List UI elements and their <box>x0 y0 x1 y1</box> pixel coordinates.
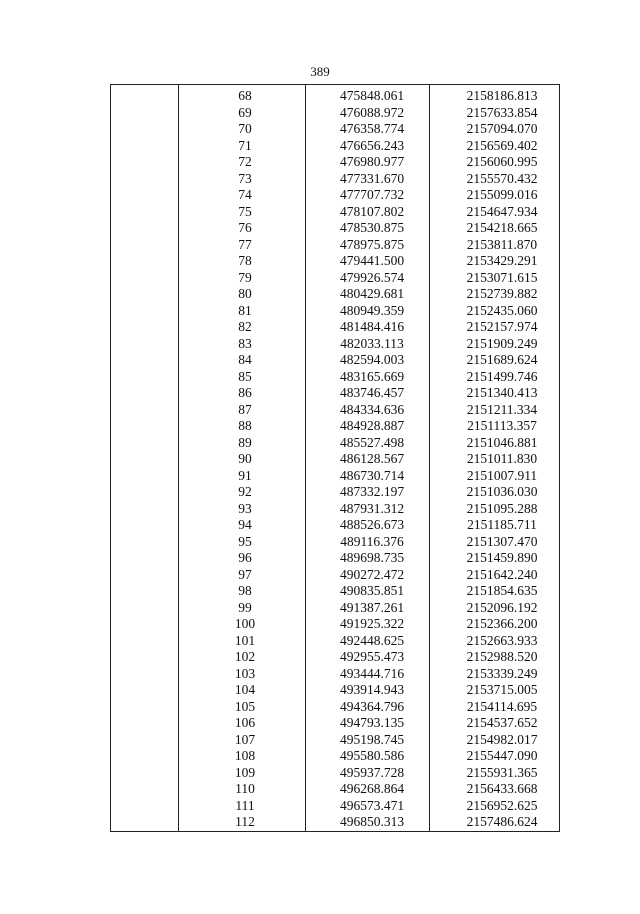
table-row <box>110 666 560 683</box>
x-coordinate: 494793.135 <box>339 715 405 730</box>
y-coordinate: 2156569.402 <box>466 137 538 153</box>
y-coordinate: 2152663.933 <box>466 632 538 648</box>
y-coordinate: 2151689.624 <box>466 352 538 367</box>
point-number: 73 <box>238 170 252 186</box>
point-number: 81 <box>238 302 252 318</box>
x-coordinate: 476980.977 <box>339 154 405 169</box>
x-coordinate: 477331.670 <box>339 170 405 186</box>
x-coordinate: 493444.716 <box>339 665 405 681</box>
point-number: 69 <box>238 104 252 120</box>
point-number: 78 <box>238 253 252 268</box>
table-row <box>110 583 560 600</box>
x-coordinate: 488526.673 <box>339 517 405 532</box>
point-number: 100 <box>234 616 256 631</box>
point-number: 103 <box>234 665 256 681</box>
y-coordinate: 2154537.652 <box>466 715 538 730</box>
x-coordinate: 484334.636 <box>339 401 405 417</box>
point-number: 68 <box>238 88 252 103</box>
y-coordinate: 2155931.365 <box>466 764 538 780</box>
x-coordinate: 478107.802 <box>339 203 405 219</box>
x-coordinate: 476656.243 <box>339 137 405 153</box>
point-number: 77 <box>238 236 252 252</box>
point-number: 91 <box>238 467 252 483</box>
table-row <box>110 286 560 303</box>
x-coordinate: 496573.471 <box>339 797 405 813</box>
x-coordinate: 485527.498 <box>339 434 405 450</box>
table-row <box>110 138 560 155</box>
point-number: 95 <box>238 533 252 549</box>
y-coordinate: 2156060.995 <box>466 154 538 169</box>
x-coordinate: 478975.875 <box>339 236 405 252</box>
x-coordinate: 482033.113 <box>340 335 404 351</box>
table-row <box>110 616 560 633</box>
point-number: 112 <box>235 814 255 829</box>
point-number: 96 <box>238 550 252 565</box>
y-coordinate: 2151211.334 <box>466 401 538 417</box>
point-number: 94 <box>238 517 252 532</box>
y-coordinate: 2151185.711 <box>467 517 537 532</box>
y-coordinate: 2154218.665 <box>466 220 538 235</box>
x-coordinate: 491925.322 <box>339 616 405 631</box>
point-number: 105 <box>234 698 256 714</box>
y-coordinate: 2152988.520 <box>466 649 538 664</box>
y-coordinate: 2151909.249 <box>466 335 538 351</box>
x-coordinate: 489698.735 <box>339 550 405 565</box>
x-coordinate: 496268.864 <box>339 781 405 796</box>
point-number: 109 <box>234 764 256 780</box>
point-number: 85 <box>238 368 252 384</box>
y-coordinate: 2153071.615 <box>466 269 538 285</box>
y-coordinate: 2152435.060 <box>466 302 538 318</box>
point-number: 104 <box>234 682 256 697</box>
point-number: 102 <box>234 649 256 664</box>
x-coordinate: 479441.500 <box>339 253 405 268</box>
y-coordinate: 2153715.005 <box>466 682 538 697</box>
y-coordinate: 2153811.870 <box>466 236 538 252</box>
y-coordinate: 2151011.830 <box>466 451 538 466</box>
y-coordinate: 2154982.017 <box>466 731 538 747</box>
y-coordinate: 2151854.635 <box>466 583 538 598</box>
page-number: 389 <box>310 64 330 79</box>
y-coordinate: 2154114.695 <box>466 698 538 714</box>
x-coordinate: 486128.567 <box>339 451 405 466</box>
point-number: 89 <box>238 434 252 450</box>
table-row <box>110 732 560 749</box>
table-border-top <box>110 84 560 85</box>
y-coordinate: 2154647.934 <box>466 203 538 219</box>
y-coordinate: 2152157.974 <box>466 319 538 334</box>
table-row <box>110 121 560 138</box>
y-coordinate: 2153429.291 <box>466 253 538 268</box>
table-row <box>110 517 560 534</box>
table-row <box>110 798 560 815</box>
table-row <box>110 682 560 699</box>
table-row <box>110 468 560 485</box>
point-number: 86 <box>238 385 252 400</box>
x-coordinate: 476358.774 <box>339 121 405 136</box>
x-coordinate: 482594.003 <box>339 352 405 367</box>
y-coordinate: 2151499.746 <box>466 368 538 384</box>
y-coordinate: 2151307.470 <box>466 533 538 549</box>
table-row <box>110 649 560 666</box>
point-number: 83 <box>238 335 252 351</box>
table-row <box>110 534 560 551</box>
table-row <box>110 204 560 221</box>
y-coordinate: 2151459.890 <box>466 550 538 565</box>
table-row <box>110 385 560 402</box>
point-number: 111 <box>235 797 255 813</box>
point-number: 87 <box>238 401 252 417</box>
y-coordinate: 2156433.668 <box>466 781 538 796</box>
table-row <box>110 501 560 518</box>
table-row <box>110 220 560 237</box>
x-coordinate: 478530.875 <box>339 220 405 235</box>
x-coordinate: 495937.728 <box>339 764 405 780</box>
x-coordinate: 486730.714 <box>339 467 405 483</box>
table-row <box>110 699 560 716</box>
x-coordinate: 475848.061 <box>339 88 405 103</box>
table-row <box>110 567 560 584</box>
point-number: 79 <box>238 269 252 285</box>
table-row <box>110 319 560 336</box>
y-coordinate: 2157094.070 <box>466 121 538 136</box>
table-row <box>110 253 560 270</box>
x-coordinate: 491387.261 <box>339 599 405 615</box>
point-number: 97 <box>238 566 252 582</box>
table-row <box>110 600 560 617</box>
x-coordinate: 477707.732 <box>339 187 405 202</box>
y-coordinate: 2151340.413 <box>466 385 538 400</box>
table-border-bottom <box>110 831 560 832</box>
y-coordinate: 2157486.624 <box>466 814 538 829</box>
y-coordinate: 2155570.432 <box>466 170 538 186</box>
y-coordinate: 2152739.882 <box>466 286 538 301</box>
x-coordinate: 495580.586 <box>339 748 405 763</box>
table-row <box>110 88 560 105</box>
point-number: 93 <box>238 500 252 516</box>
table-row <box>110 451 560 468</box>
point-number: 107 <box>234 731 256 747</box>
point-number: 101 <box>234 632 256 648</box>
y-coordinate: 2156952.625 <box>466 797 538 813</box>
y-coordinate: 2151046.881 <box>466 434 538 450</box>
x-coordinate: 480429.681 <box>339 286 405 301</box>
table-row <box>110 105 560 122</box>
table-row <box>110 270 560 287</box>
y-coordinate: 2152096.192 <box>466 599 538 615</box>
point-number: 98 <box>238 583 252 598</box>
table-row <box>110 336 560 353</box>
y-coordinate: 2153339.249 <box>466 665 538 681</box>
table-row <box>110 402 560 419</box>
x-coordinate: 483746.457 <box>339 385 405 400</box>
x-coordinate: 492955.473 <box>339 649 405 664</box>
y-coordinate: 2155099.016 <box>466 187 538 202</box>
y-coordinate: 2151113.357 <box>467 418 537 433</box>
y-coordinate: 2158186.813 <box>466 88 538 103</box>
x-coordinate: 479926.574 <box>339 269 405 285</box>
point-number: 106 <box>234 715 256 730</box>
x-coordinate: 487931.312 <box>339 500 405 516</box>
table-row <box>110 171 560 188</box>
y-coordinate: 2151642.240 <box>466 566 538 582</box>
table-row <box>110 187 560 204</box>
point-number: 74 <box>238 187 252 202</box>
table-row <box>110 435 560 452</box>
y-coordinate: 2157633.854 <box>466 104 538 120</box>
point-number: 75 <box>238 203 252 219</box>
table-row <box>110 715 560 732</box>
x-coordinate: 493914.943 <box>339 682 405 697</box>
y-coordinate: 2151007.911 <box>466 467 538 483</box>
x-coordinate: 487332.197 <box>339 484 405 499</box>
x-coordinate: 483165.669 <box>339 368 405 384</box>
point-number: 99 <box>238 599 252 615</box>
table-row <box>110 154 560 171</box>
point-number: 82 <box>238 319 252 334</box>
table-row <box>110 765 560 782</box>
table-row <box>110 237 560 254</box>
table-row <box>110 748 560 765</box>
table-row <box>110 418 560 435</box>
x-coordinate: 490272.472 <box>339 566 405 582</box>
x-coordinate: 484928.887 <box>339 418 405 433</box>
point-number: 88 <box>238 418 252 433</box>
y-coordinate: 2151036.030 <box>466 484 538 499</box>
table-row <box>110 484 560 501</box>
point-number: 90 <box>238 451 252 466</box>
point-number: 110 <box>235 781 255 796</box>
point-number: 84 <box>238 352 252 367</box>
x-coordinate: 480949.359 <box>339 302 405 318</box>
x-coordinate: 494364.796 <box>339 698 405 714</box>
table-row <box>110 814 560 831</box>
point-number: 108 <box>234 748 256 763</box>
table-row <box>110 303 560 320</box>
y-coordinate: 2152366.200 <box>466 616 538 631</box>
coordinate-table <box>110 84 560 832</box>
table-row <box>110 352 560 369</box>
x-coordinate: 481484.416 <box>339 319 405 334</box>
table-row <box>110 550 560 567</box>
point-number: 92 <box>238 484 252 499</box>
table-row <box>110 633 560 650</box>
y-coordinate: 2151095.288 <box>466 500 538 516</box>
point-number: 76 <box>238 220 252 235</box>
x-coordinate: 476088.972 <box>339 104 405 120</box>
x-coordinate: 496850.313 <box>339 814 405 829</box>
y-coordinate: 2155447.090 <box>466 748 538 763</box>
x-coordinate: 490835.851 <box>339 583 405 598</box>
point-number: 72 <box>238 154 252 169</box>
point-number: 70 <box>238 121 252 136</box>
x-coordinate: 495198.745 <box>339 731 405 747</box>
x-coordinate: 489116.376 <box>340 533 404 549</box>
point-number: 71 <box>238 137 252 153</box>
point-number: 80 <box>238 286 252 301</box>
table-row <box>110 781 560 798</box>
table-row <box>110 369 560 386</box>
x-coordinate: 492448.625 <box>339 632 405 648</box>
